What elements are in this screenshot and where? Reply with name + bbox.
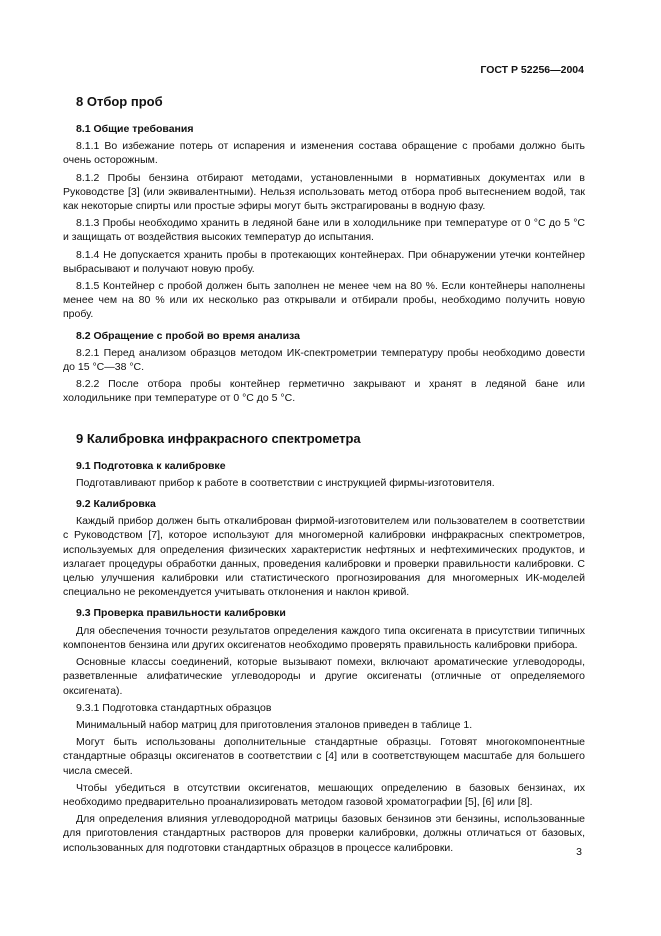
paragraph-9-3-1-a: Минимальный набор матриц для приготовления эталонов приведен в таблице 1. [76,718,473,731]
paragraph-8-1-3: 8.1.3 Пробы необходимо хранить в ледяной бане или в холодильнике при температуре от 0 °С до 5 °С и защищать от воздействия высоких температур до испытания. [63,217,585,244]
paragraph-9-3-a: Для обеспечения точности результатов определения каждого типа оксигената в присутствии типичных компонентов бензина или других оксигенатов необходимо проверять правильность калибровки прибора. [63,624,585,651]
subsection-9-3-title: 9.3 Проверка правильности калибровки [76,607,286,620]
paragraph-8-1-2: 8.1.2 Пробы бензина отбирают методами, установленными в нормативных документах или в Руководстве [3] (или эквивалентными). Нельзя использовать метод отбора проб вытеснением водой, так как некоторые спирты или простые эфиры могут быть экстрагированы в водную фазу. [63,171,585,213]
paragraph-8-2-2: 8.2.2 После отбора пробы контейнер герметично закрывают и хранят в ледяной бане или холодильнике при температуре от 0 °С до 5 °С. [63,378,585,405]
paragraph-9-1: Подготавливают прибор к работе в соответствии с инструкцией фирмы-изготовителя. [76,476,495,489]
subsection-8-2-title: 8.2 Обращение с пробой во время анализа [76,329,300,342]
paragraph-8-1-4: 8.1.4 Не допускается хранить пробы в протекающих контейнерах. При обнаружении утечки контейнер выбрасывают и получают новую пробу. [63,248,585,275]
subsection-8-1-title: 8.1 Общие требования [76,123,194,135]
paragraph-9-3-b: Основные классы соединений, которые вызывают помехи, включают ароматические углеводороды, разветвленные алифатические углеводороды и другие оксигенаты (отличные от определяемого оксигената). [63,656,585,697]
document-code: ГОСТ Р 52256—2004 [480,64,584,76]
paragraph-8-2-1: 8.2.1 Перед анализом образцов методом ИК-спектрометрии температуру пробы необходимо довести до 15 °С—38 °С. [63,346,585,374]
page-number: 3 [576,846,582,858]
paragraph-9-3-1-b: Могут быть использованы дополнительные стандартные образцы. Готовят многокомпонентные стандартные образцы оксигенатов в соответствии с [4] или в соответствующем масштабе для большего числа смесей. [63,736,585,777]
paragraph-8-1-1: 8.1.1 Во избежание потерь от испарения и изменения состава обращение с пробами должно быть очень осторожным. [63,140,585,167]
paragraph-8-1-5: 8.1.5 Контейнер с пробой должен быть заполнен не менее чем на 80 %. Если контейнеры наполнены менее чем на 80 % или их несколько раз открывали и отбирали пробы, необходимо получить новую пробу. [63,280,585,321]
section-9-title: 9 Калибровка инфракрасного спектрометра [76,430,361,446]
paragraph-9-3-1-d: Для определения влияния углеводородной матрицы базовых бензинов эти бензины, использованные для приготовления стандартных растворов для проверки калибровки, должны отличаться от базовых, использованных для подготовки стандартных образцов в процессе калибровки. [63,813,585,854]
paragraph-9-2: Каждый прибор должен быть откалиброван фирмой-изготовителем или пользователем в соответствии с Руководством [7], которое используют для многомерной калибровки инфракрасных спектрометров, используемых для определения физических характеристик нефтяных и нефтехимических продуктов, и излагает процедуры обработки данных, проведения калибровки и проверки правильности калибровки. С целью улучшения калибровки или статистического прогнозирования для многомерных ИК-моделей специально не рекомендуется учитывать отклонения и наклон кривой. [63,515,585,599]
section-8-title: 8 Отбор проб [76,94,163,109]
subsection-9-2-title: 9.2 Калибровка [76,498,156,511]
document-body [63,94,585,858]
subsection-9-1-title: 9.1 Подготовка к калибровке [76,459,226,472]
paragraph-9-3-1-c: Чтобы убедиться в отсутствии оксигенатов, мешающих определению в базовых бензинах, их необходимо предварительно проанализировать методом газовой хроматографии [5], [6] или [8]. [63,781,585,808]
paragraph-9-3-1-title: 9.3.1 Подготовка стандартных образцов [76,701,272,714]
